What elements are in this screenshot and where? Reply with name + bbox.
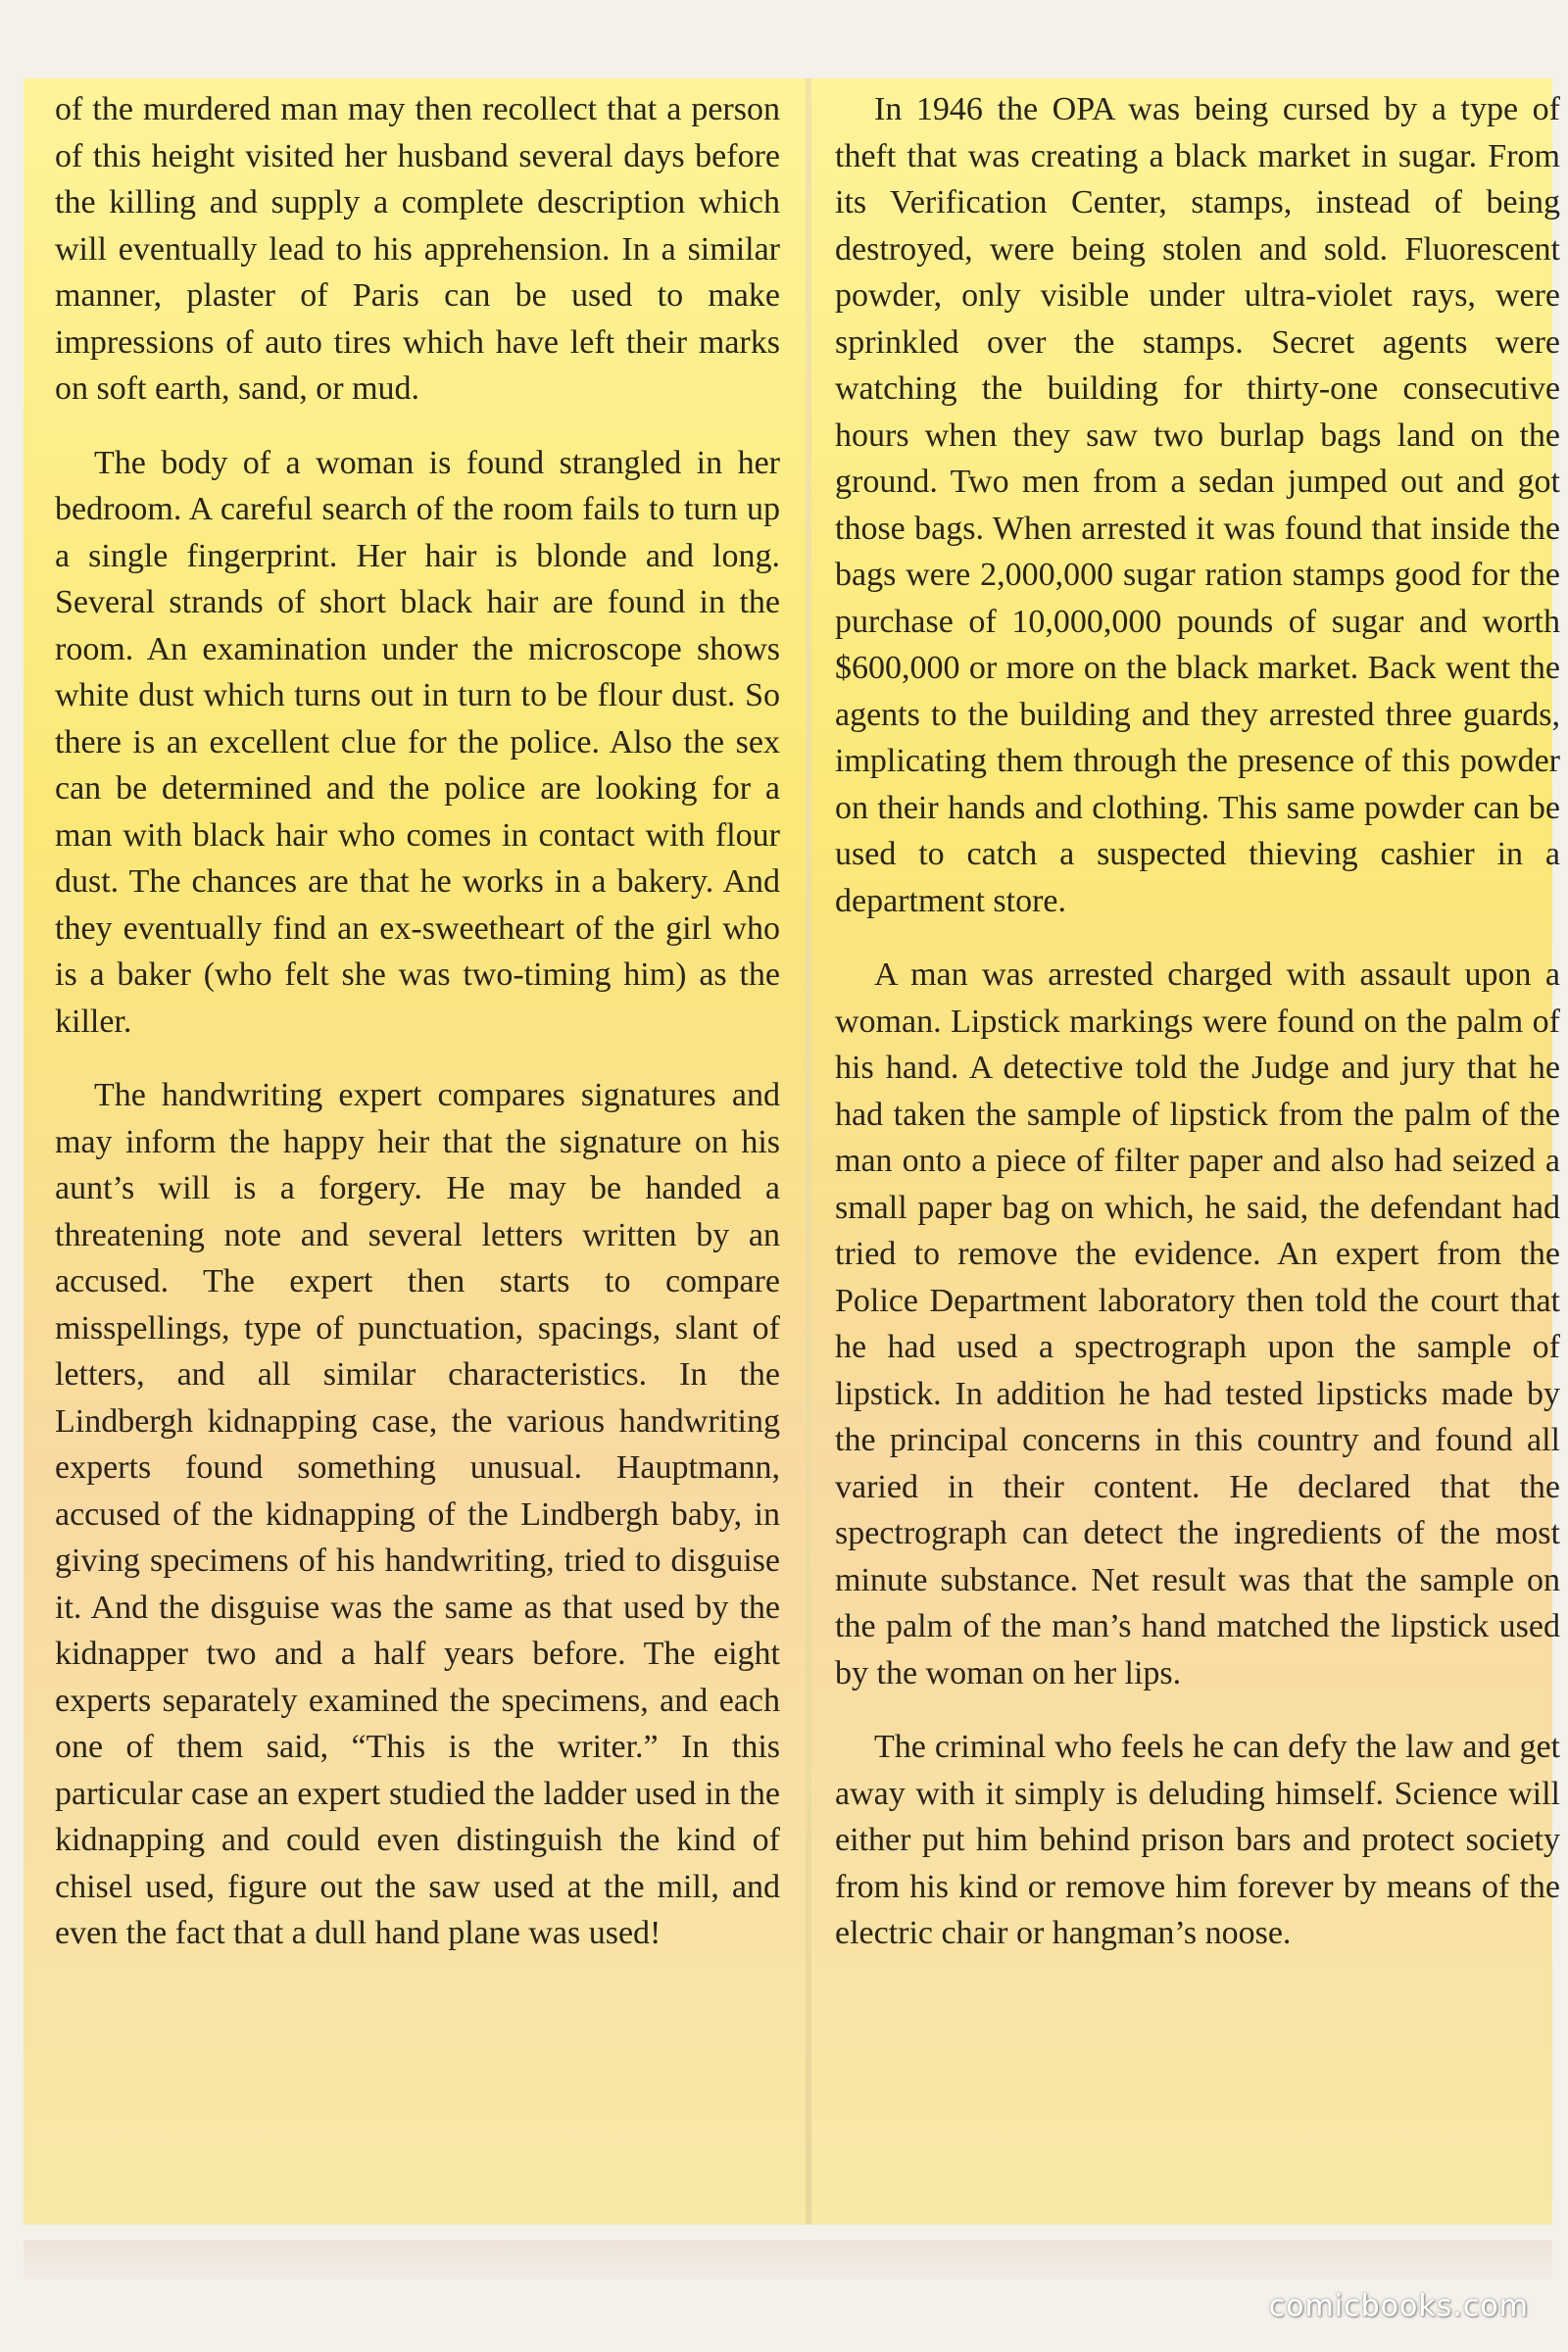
paragraph-lipstick-evidence: A man was arrested charged with assault upon a woman. Lipstick markings were found on the palm of his hand. A detective told the Judge and jury that he had taken the sample of lipstick from the palm of the man onto a piece of filter paper and also had seized a small paper bag on which, he said, the defendant had tried to remove the evidence. An expert from the Police Department laboratory then told the court that he had used a spectrograph upon the sample of lipstick. In addition he had tested lipsticks made by the principal concerns in this country and found all varied in their content. He declared that the spectrograph can detect the ingredients of the most minute substance. Net result was that the sample on the palm of the man’s hand matched the lipstick used by the woman on her lips.	[835, 956, 1560, 1691]
left-text-column	[55, 86, 780, 2203]
paragraph-plaster-of-paris: of the murdered man may then recollect that a person of this height visited her husband several days before the killing and supply a complete description which will eventually lead to his apprehension. In a similar manner, plaster of Paris can be used to make impressions of auto tires which have left their marks on soft earth, sand, or mud.	[55, 91, 780, 407]
paragraph-strangled-woman: The body of a woman is found strangled in her bedroom. A careful search of the room fails to turn up a single fingerprint. Her hair is blonde and long. Several strands of short black hair are found in the room. An examination under the microscope shows white dust which turns out in turn to be flour dust. So there is an excellent clue for the police. Also the sex can be determined and the police are looking for a man with black hair who comes in contact with flour dust. The chances are that he works in a bakery. And they eventually find an ex-sweetheart of the girl who is a baker (who felt she was two-timing him) as the killer.	[55, 444, 780, 1040]
paragraph-handwriting-expert: The handwriting expert compares signatures and may inform the happy heir that the signature on his aunt’s will is a forgery. He may be handed a threatening note and several letters written by an accused. The expert then starts to compare misspellings, type of punctuation, spacings, slant of letters, and all similar characteristics. In the Lindbergh kidnapping case, the various handwriting experts found something unusual. Hauptmann, accused of the kidnapping of the Lindbergh baby, in giving specimens of his handwriting, tried to disguise it. And the disguise was the same as that used by the kidnapper two and a half years before. The eight experts separately examined the specimens, and each one of them said, “This is the writer.” In this particular case an expert studied the ladder used in the kidnapping and could even distinguish the kind of chisel used, figure out the saw used at the mill, and even the fact that a dull hand plane was used!	[55, 1077, 780, 1951]
page-bottom-margin	[24, 2240, 1552, 2279]
column-gutter	[806, 78, 811, 2225]
paragraph-opa-sugar-theft: In 1946 the OPA was being cursed by a type of theft that was creating a black market in sugar. From its Verification Center, stamps, instead of being destroyed, were being stolen and sold. Fluorescent powder, only visible under ultra-violet rays, were sprinkled over the stamps. Secret agents were watching the building for thirty-one consecutive hours when they saw two burlap bags land on the ground. Two men from a sedan jumped out and got those bags. When arrested it was found that inside the bags were 2,000,000 sugar ration stamps good for the purchase of 10,000,000 pounds of sugar and worth $600,000 or more on the black market. Back went the agents to the building and they arrested three guards, implicating them through the presence of this powder on their hands and clothing. This same powder can be used to catch a suspected thieving cashier in a department store.	[835, 91, 1560, 919]
paragraph-conclusion: The criminal who feels he can defy the law and get away with it simply is deluding himself. Science will either put him behind prison bars and protect society from his kind or remove him forever by means of the electric chair or hangman’s noose.	[835, 1729, 1560, 1951]
watermark: comicbooks.com	[1268, 2289, 1529, 2324]
right-text-column	[835, 86, 1560, 2203]
